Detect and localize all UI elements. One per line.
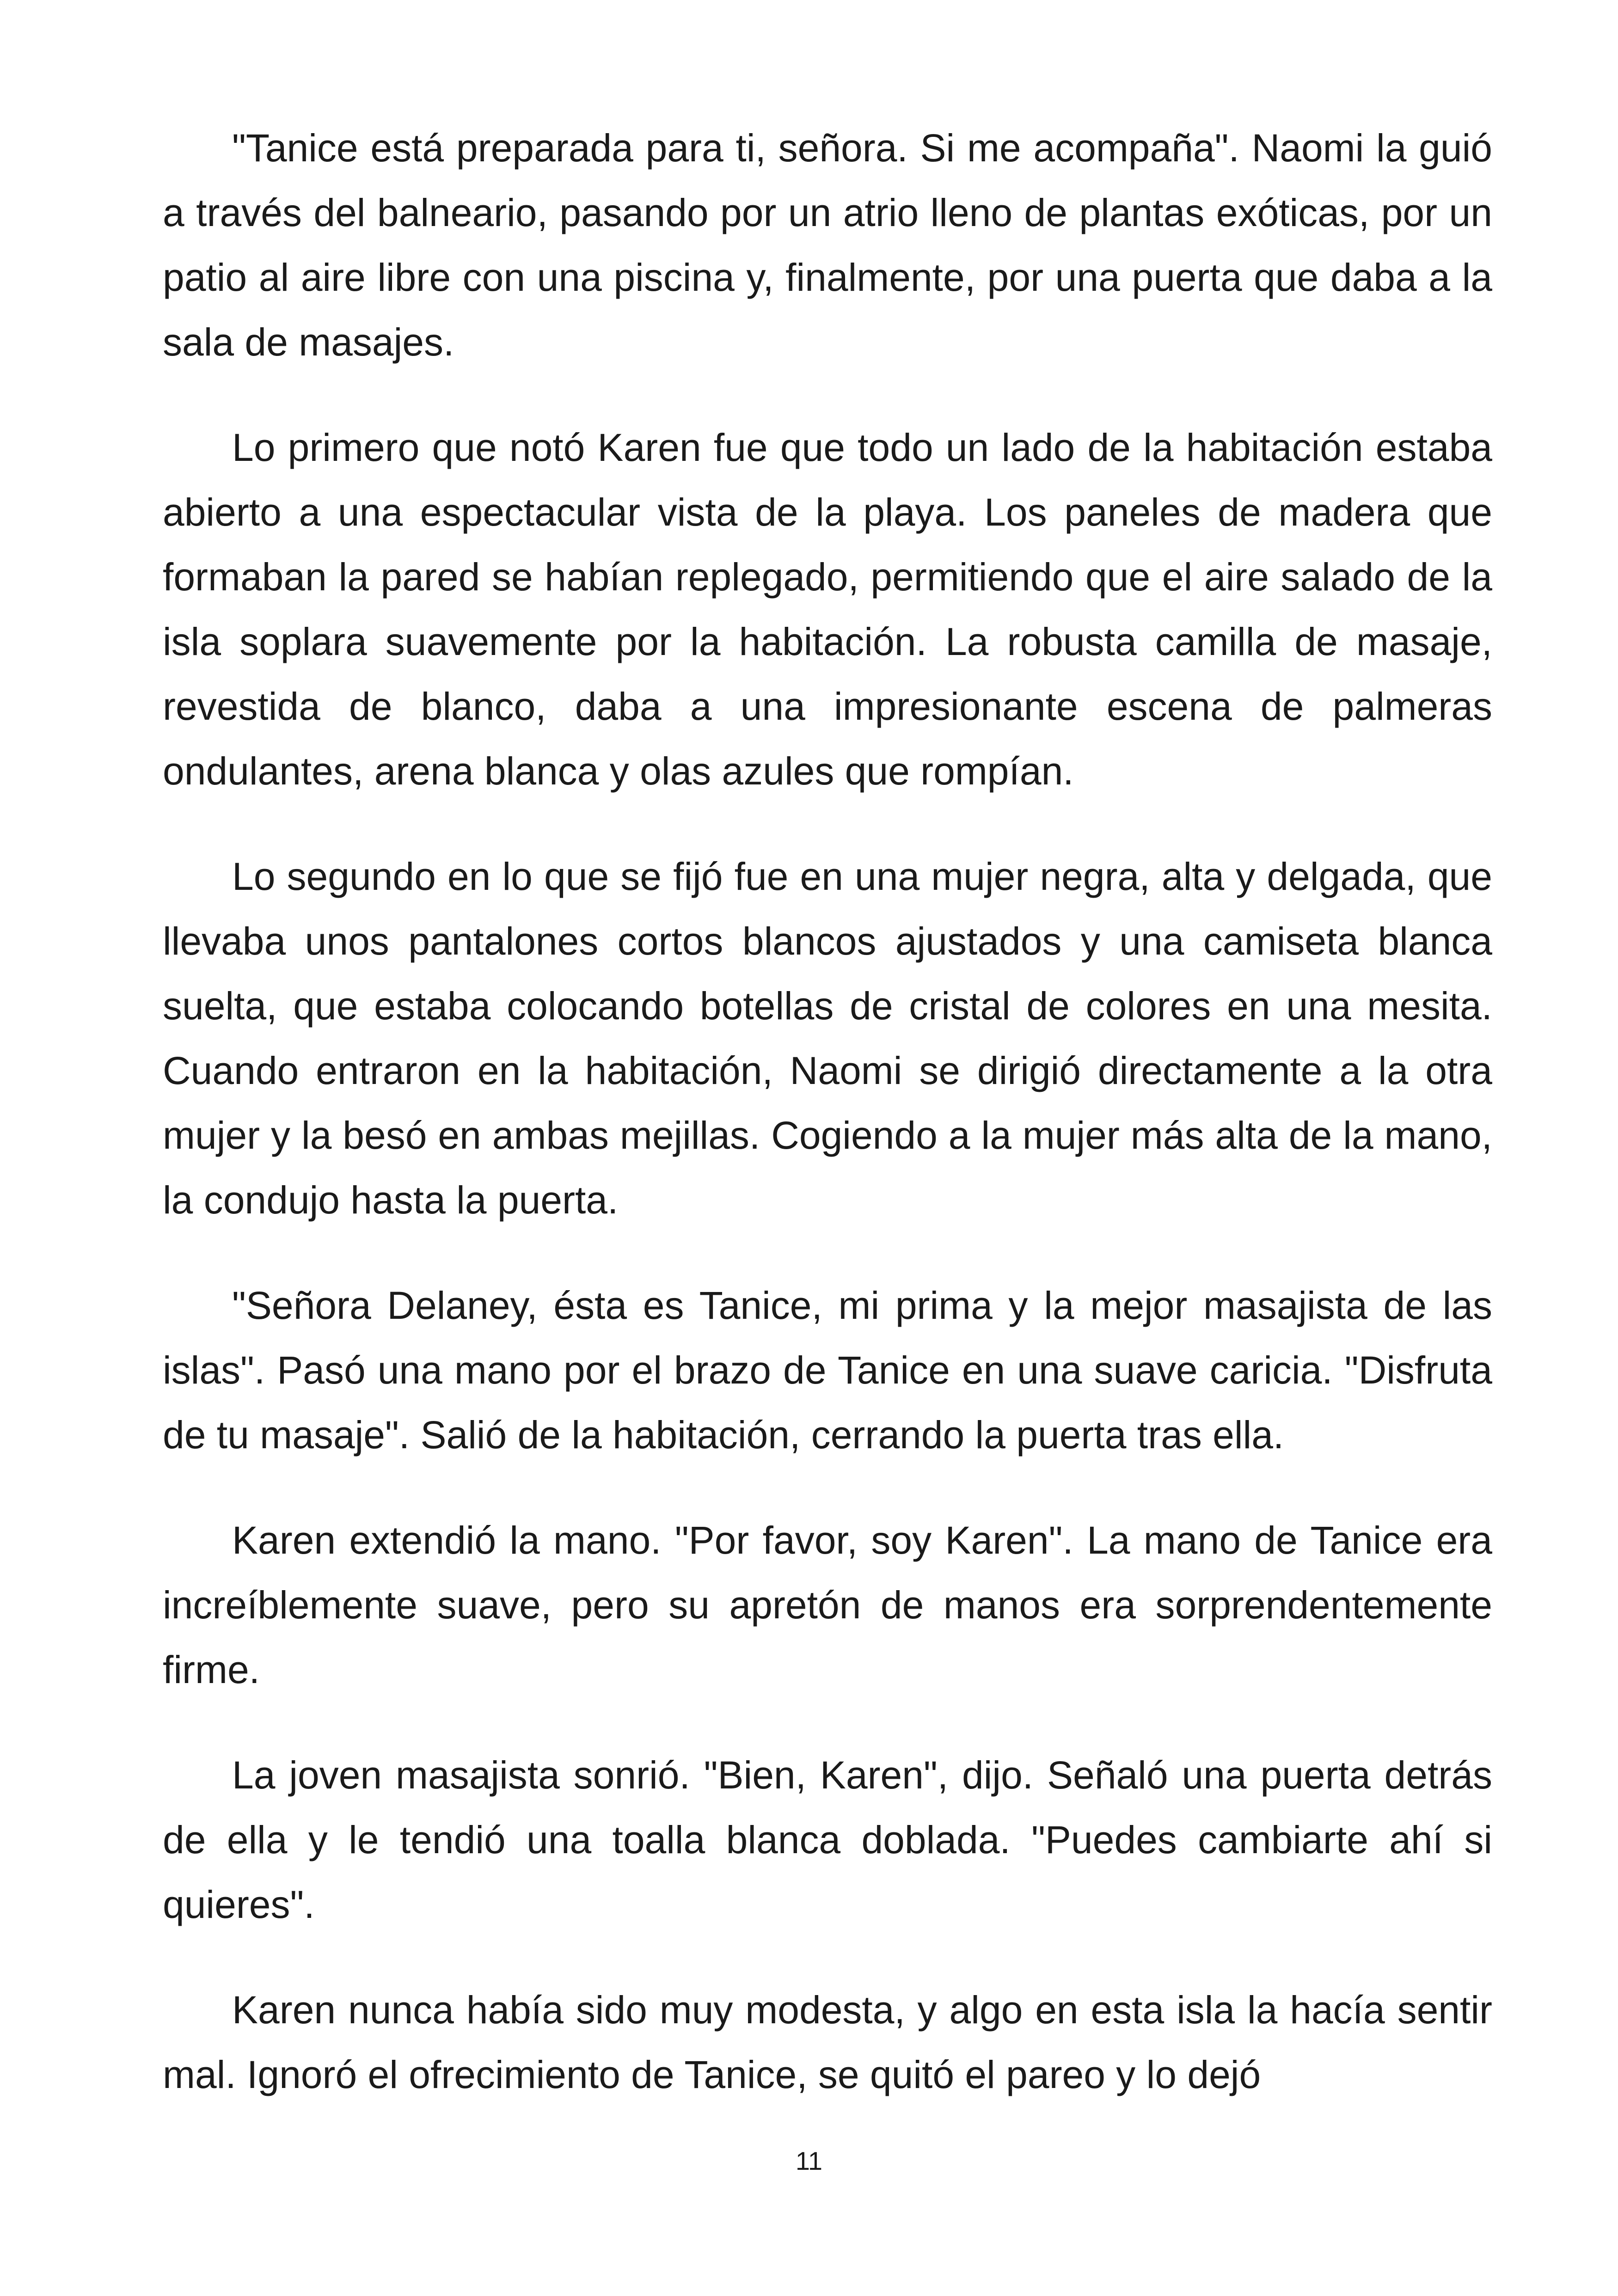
page-number: 11 (795, 2146, 823, 2175)
paragraph: Lo primero que notó Karen fue que todo un lado de la habitación estaba abierto a una espectacular vista de la playa. Los paneles de madera que formaban la pared se habían replegado, permitiendo que el aire salado de la isla soplara suavemente por la habitación. La robusta camilla de masaje, revestida de blanco, daba a una impresionante escena de palmeras ondulantes, arena blanca y olas azules que rompían. (163, 426, 1492, 793)
paragraph: La joven masajista sonrió. "Bien, Karen", dijo. Señaló una puerta detrás de ella y le tendió una toalla blanca doblada. "Puedes cambiarte ahí si quieres". (163, 1753, 1492, 1926)
paragraph: "Tanice está preparada para ti, señora. Si me acompaña". Naomi la guió a través del balneario, pasando por un atrio lleno de plantas exóticas, por un patio al aire libre con una piscina y, finalmente, por una puerta que daba a la sala de masajes. (163, 126, 1492, 364)
paragraph: Karen nunca había sido muy modesta, y algo en esta isla la hacía sentir mal. Ignoró el ofrecimiento de Tanice, se quitó el pareo y lo dejó (163, 1988, 1492, 2096)
paragraph: Lo segundo en lo que se fijó fue en una mujer negra, alta y delgada, que llevaba unos pantalones cortos blancos ajustados y una camiseta blanca suelta, que estaba colocando botellas de cristal de colores en una mesita. Cuando entraron en la habitación, Naomi se dirigió directamente a la otra mujer y la besó en ambas mejillas. Cogiendo a la mujer más alta de la mano, la condujo hasta la puerta. (163, 855, 1492, 1222)
paragraph: "Señora Delaney, ésta es Tanice, mi prima y la mejor masajista de las islas". Pasó una mano por el brazo de Tanice en una suave caricia. "Disfruta de tu masaje". Salió de la habitación, cerrando la puerta tras ella. (163, 1284, 1492, 1457)
paragraph: Karen extendió la mano. "Por favor, soy Karen". La mano de Tanice era increíblemente suave, pero su apretón de manos era sorprendentemente firme. (163, 1518, 1492, 1691)
body-text (163, 116, 1492, 2107)
